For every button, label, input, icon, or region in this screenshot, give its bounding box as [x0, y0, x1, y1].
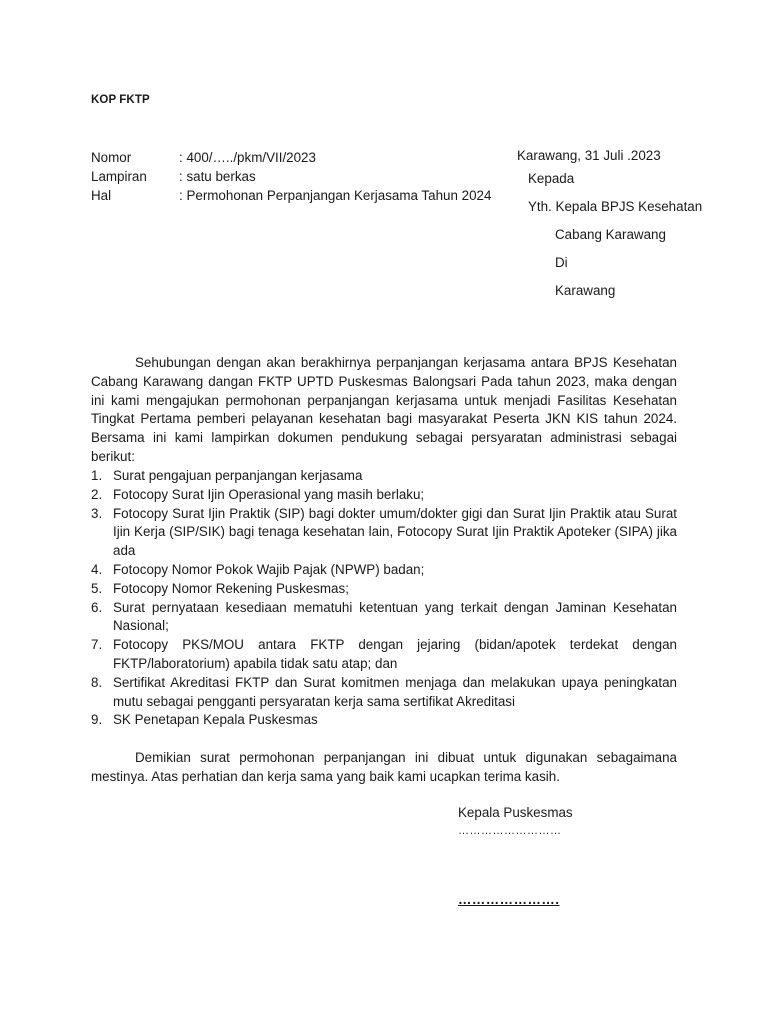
- body-paragraph-opening: Sehubungan dengan akan berakhirnya perpanjangan kerjasama antara BPJS Kesehatan Cabang Karawang dangan FKTP UPTD Puskesmas Balongsari Pada tahun 2023, maka dengan ini kami mengajukan permohonan perpanjangan kerjasama untuk menjadi Fasilitas Kesehatan Tingkat Pertama pemberi pelayanan kesehatan bagi masyarakat Peserta JKN KIS tahun 2024. Bersama ini kami lampirkan dokumen pendukung sebagai persyaratan administrasi sebagai berikut:: [91, 355, 677, 464]
- list-item: [91, 580, 677, 599]
- body-paragraph-closing: Demikian surat permohonan perpanjangan ini dibuat untuk digunakan sebagaimana mestinya. Atas perhatian dan kerja sama yang baik kami ucapkan terima kasih.: [91, 750, 677, 784]
- meta-row-nomor: [91, 148, 491, 167]
- address-city: Karawang: [555, 283, 616, 298]
- letter-date: Karawang, 31 Juli .2023: [517, 148, 661, 163]
- list-item: [91, 674, 677, 712]
- address-kepada: Kepada: [528, 171, 575, 186]
- list-text: Fotocopy Surat Ijin Operasional yang masih berlaku;: [113, 486, 425, 502]
- list-number: 6.: [91, 599, 103, 615]
- meta-label: Nomor: [91, 150, 132, 165]
- list-item: [91, 486, 677, 505]
- meta-row-hal: [91, 186, 491, 205]
- signature-dotted-line: ………………………: [458, 825, 562, 837]
- letter-meta: [91, 148, 491, 205]
- list-number: 4.: [91, 561, 103, 577]
- list-text: Surat pernyataan kesediaan mematuhi ketentuan yang terkait dengan Jaminan Kesehatan Nasional;: [113, 599, 677, 634]
- address-branch: Cabang Karawang: [555, 227, 666, 242]
- signature-name-placeholder: ………………….: [458, 892, 560, 907]
- meta-row-lampiran: [91, 167, 491, 186]
- list-number: 7.: [91, 637, 103, 653]
- list-item: [91, 711, 677, 730]
- list-item: [91, 561, 677, 580]
- list-number: 9.: [91, 712, 103, 728]
- list-text: Fotocopy PKS/MOU antara FKTP dengan jejaring (bidan/apotek terdekat dengan FKTP/laboratorium) apabila tidak satu atap; dan: [113, 637, 677, 671]
- list-text: Fotocopy Surat Ijin Praktik (SIP) bagi dokter umum/dokter gigi dan Surat Ijin Praktik atau Surat Ijin Kerja (SIP/SIK) bagi tenaga kesehatan lain, Fotocopy Surat Ijin Praktik Apoteker (SIPA) jika ada: [113, 505, 677, 559]
- list-item: [91, 636, 677, 674]
- list-number: 2.: [91, 486, 103, 502]
- signature-title: Kepala Puskesmas: [458, 805, 573, 820]
- list-item: [91, 505, 677, 561]
- list-number: 1.: [91, 468, 103, 483]
- meta-label: Lampiran: [91, 169, 147, 184]
- list-number: 5.: [91, 580, 103, 596]
- list-text: SK Penetapan Kepala Puskesmas: [113, 712, 318, 728]
- list-item: [91, 599, 677, 637]
- list-number: 8.: [91, 674, 103, 690]
- letterhead-placeholder: KOP FKTP: [91, 94, 150, 106]
- meta-value: : 400/…../pkm/VII/2023: [179, 150, 316, 165]
- list-text: Fotocopy Nomor Pokok Wajib Pajak (NPWP) badan;: [113, 561, 425, 577]
- meta-label: Hal: [91, 188, 112, 203]
- meta-value: : Permohonan Perpanjangan Kerjasama Tahun 2024: [179, 188, 492, 203]
- requirements-list: [91, 467, 677, 730]
- list-text: Fotocopy Nomor Rekening Puskesmas;: [113, 580, 349, 596]
- list-text: Surat pengajuan perpanjangan kerjasama: [113, 468, 363, 483]
- list-number: 3.: [91, 505, 103, 521]
- list-text: Sertifikat Akreditasi FKTP dan Surat komitmen menjaga dan melakukan upaya peningkatan mutu sebagai pengganti persyaratan kerja sama sertifikat Akreditasi: [113, 674, 677, 709]
- address-di: Di: [555, 255, 568, 270]
- meta-value: : satu berkas: [179, 169, 256, 184]
- address-recipient: Yth. Kepala BPJS Kesehatan: [528, 199, 703, 214]
- list-item: [91, 467, 677, 486]
